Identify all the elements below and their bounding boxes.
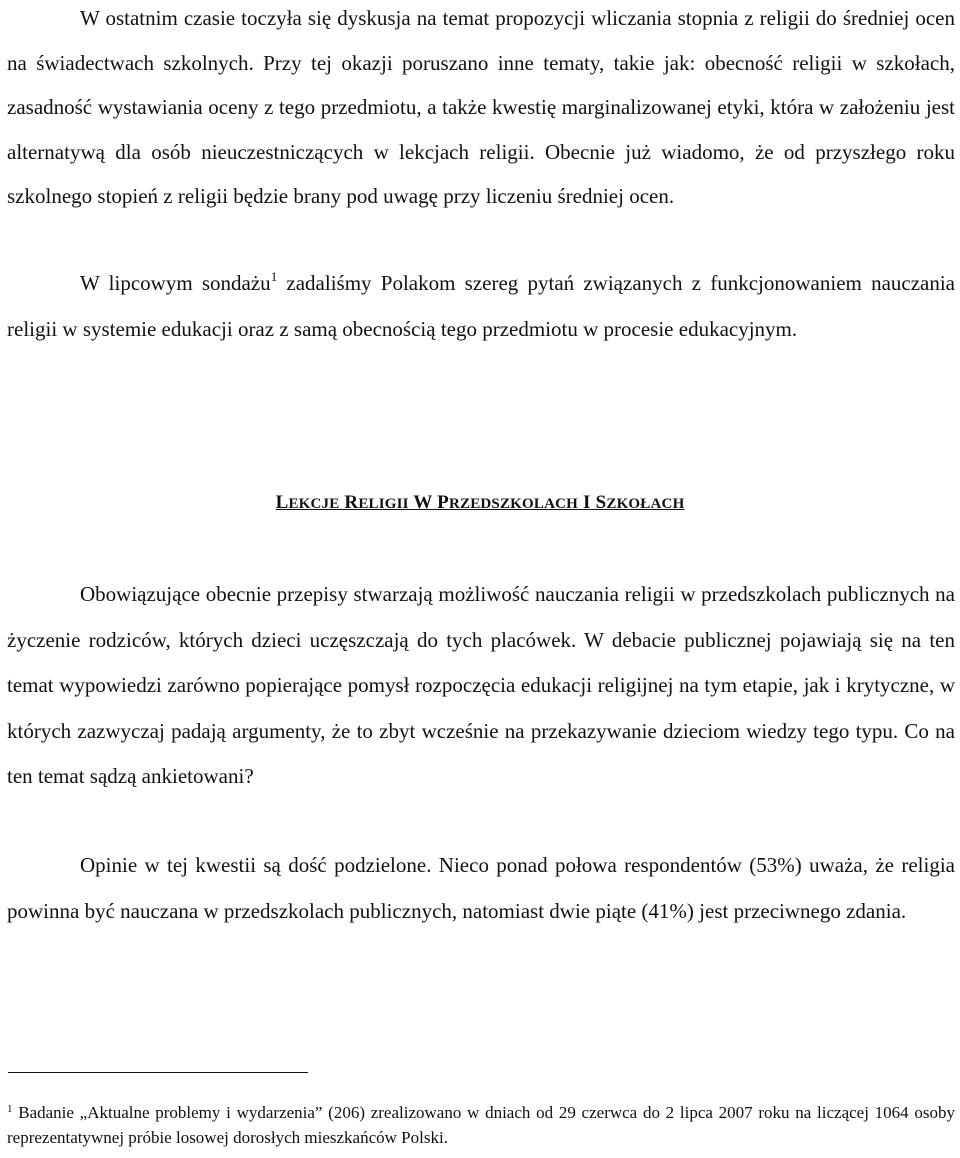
intro-paragraph: W ostatnim czasie toczyła się dyskusja na temat propozycji wliczania stopnia z religii do średniej ocen na świadectwach szkolnych. Przy tej okazji poruszano inne tematy, takie jak: obecność religii w szkołach, zasadność wystawiania oceny z tego przedmiotu, a także kwestię marginalizowanej etyki, która w założeniu jest alternatywą dla osób nieuczestniczących w lekcjach religii. Obecnie już wiadomo, że od przyszłego roku szkolnego stopień z religii będzie brany pod uwagę przy liczeniu średniej ocen. bbox=[7, 6, 955, 208]
survey-paragraph-text-start: W lipcowym sondażu bbox=[80, 271, 271, 295]
heading-word-5: I bbox=[583, 492, 591, 513]
survey-paragraph bbox=[7, 260, 955, 352]
heading-word-1: LEKCJE bbox=[275, 492, 340, 513]
opinions-paragraph: Opinie w tej kwestii są dość podzielone. Nieco ponad połowa respondentów (53%) uważa, że religia powinna być nauczana w przedszkolach publicznych, natomiast dwie piąte (41%) jest przeciwnego zdania. bbox=[7, 853, 955, 923]
footnote-text: Badanie „Aktualne problemy i wydarzenia” (206) zrealizowano w dniach od 29 czerwca do 2 lipca 2007 roku na liczącej 1064 osoby reprezentatywnej próbie losowej dorosłych mieszkańców Polski. bbox=[7, 1103, 955, 1147]
heading-word-6: SZKOŁACH bbox=[595, 492, 685, 513]
footnote-divider bbox=[8, 1072, 308, 1073]
section-heading bbox=[0, 492, 960, 514]
heading-word-2: RELIGII bbox=[344, 492, 409, 513]
footnote bbox=[7, 1100, 955, 1150]
footnote-reference: 1 bbox=[270, 269, 278, 284]
footnote-marker: 1 bbox=[7, 1103, 13, 1115]
heading-word-4: PRZEDSZKOLACH bbox=[437, 492, 579, 513]
preschool-paragraph: Obowiązujące obecnie przepisy stwarzają możliwość nauczania religii w przedszkolach publicznych na życzenie rodziców, których dzieci uczęszczają do tych placówek. W debacie publicznej pojawiają się na ten temat wypowiedzi zarówno popierające pomysł rozpoczęcia edukacji religijnej na tym etapie, jak i krytyczne, w których zazwyczaj padają argumenty, że to zbyt wcześnie na przekazywanie dzieciom wiedzy tego typu. Co na ten temat sądzą ankietowani? bbox=[7, 582, 955, 788]
survey-paragraph-text-end: zadaliśmy Polakom szereg pytań związanych z funkcjonowaniem nauczania religii w systemie edukacji oraz z samą obecnością tego przedmiotu w procesie edukacyjnym. bbox=[7, 271, 956, 341]
heading-word-3: W bbox=[413, 492, 433, 513]
